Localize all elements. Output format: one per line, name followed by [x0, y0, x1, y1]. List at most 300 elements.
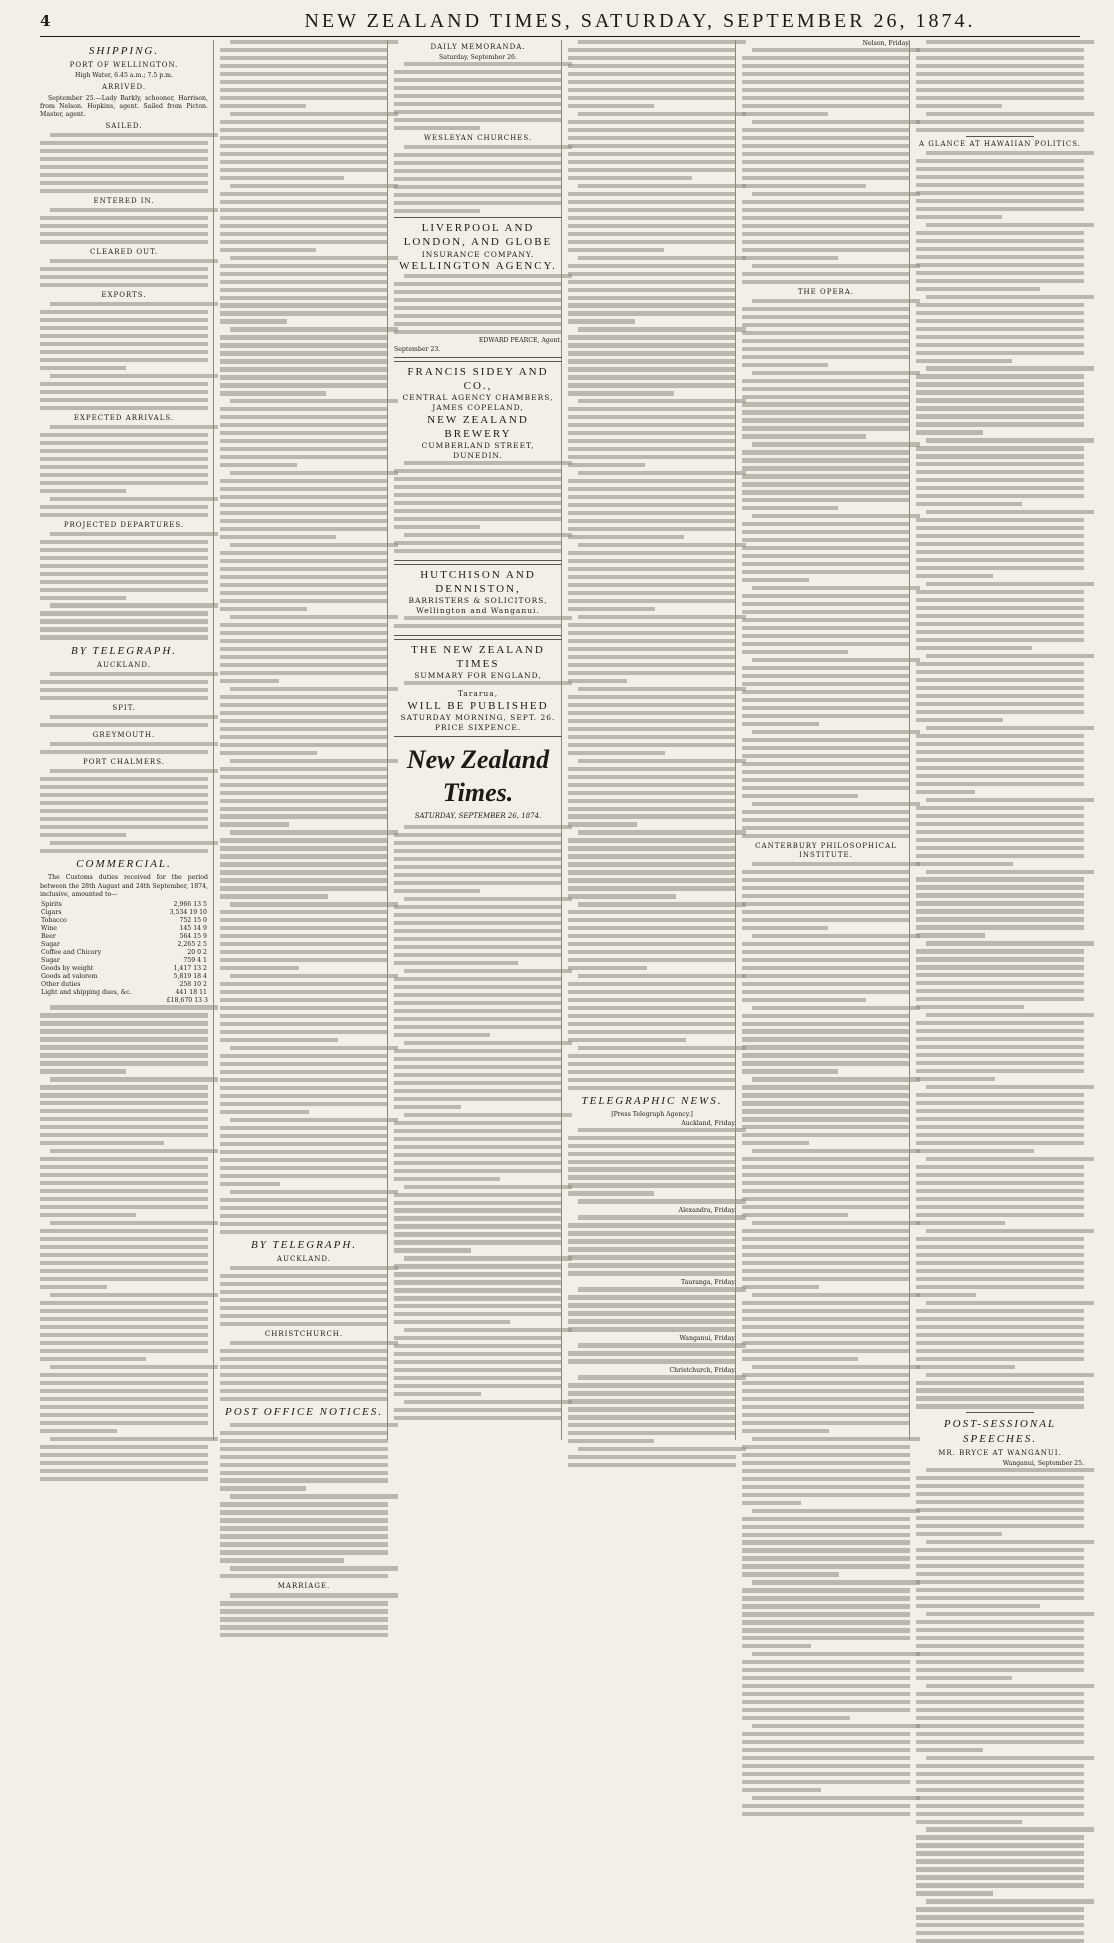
text-line	[916, 1716, 1084, 1720]
text-line	[926, 1899, 1094, 1903]
text-line	[742, 618, 910, 622]
text-line	[220, 479, 388, 483]
text-line	[220, 1478, 388, 1482]
text-line	[568, 623, 736, 627]
text-line	[916, 191, 1084, 195]
text-line	[742, 1189, 910, 1193]
text-line	[220, 878, 388, 882]
text-line	[394, 330, 562, 334]
text-block	[220, 40, 388, 1234]
customs-value: 1,417 13 2	[173, 965, 207, 973]
text-line	[916, 1253, 1084, 1257]
text-line	[568, 535, 684, 539]
text-line	[230, 399, 398, 403]
text-line	[40, 1333, 208, 1337]
column-1	[40, 40, 208, 1440]
text-line	[40, 310, 208, 314]
text-line	[742, 1596, 910, 1600]
text-line	[394, 102, 562, 106]
text-line	[568, 407, 736, 411]
customs-value: 564 15 9	[179, 932, 207, 940]
text-line	[742, 160, 910, 164]
text-line	[742, 96, 910, 100]
text-line	[916, 678, 1084, 682]
text-line	[916, 1388, 1084, 1392]
text-line	[742, 1029, 910, 1033]
text-line	[40, 635, 208, 639]
text-line	[568, 1086, 736, 1090]
text-line	[916, 96, 1084, 100]
text-line	[568, 288, 736, 292]
text-line	[926, 1157, 1094, 1161]
text-line	[916, 662, 1084, 666]
text-line	[916, 1101, 1084, 1105]
customs-row	[40, 933, 208, 941]
text-line	[394, 322, 562, 326]
text-line	[742, 1429, 829, 1433]
text-line	[40, 1037, 208, 1041]
text-line	[568, 727, 736, 731]
text-line	[916, 422, 1084, 426]
text-line	[394, 290, 562, 294]
text-line	[742, 104, 910, 108]
text-line	[568, 894, 676, 898]
text-line	[568, 519, 736, 523]
text-line	[916, 215, 1002, 219]
text-line	[916, 949, 1084, 953]
text-line	[752, 120, 920, 124]
text-line	[40, 1181, 208, 1185]
text-line	[220, 966, 299, 970]
ad-title: THE NEW ZEALAND TIMES	[411, 643, 545, 670]
text-line	[916, 989, 1084, 993]
text-line	[752, 1149, 920, 1153]
text-line	[916, 1564, 1084, 1568]
customs-value: 20 0 2	[187, 949, 207, 957]
text-line	[568, 463, 645, 467]
text-line	[742, 1261, 910, 1265]
text-line	[916, 486, 1084, 490]
text-line	[916, 48, 1084, 52]
text-line	[568, 1463, 736, 1467]
text-line	[742, 1477, 910, 1481]
text-line	[742, 910, 910, 914]
text-block	[568, 1287, 736, 1331]
text-line	[926, 112, 1094, 116]
text-line	[926, 1540, 1094, 1544]
text-line	[916, 1133, 1084, 1137]
text-line	[742, 200, 910, 204]
text-line	[916, 207, 1084, 211]
text-line	[742, 1125, 910, 1129]
text-line	[916, 1293, 976, 1297]
text-line	[916, 1381, 1084, 1385]
text-line	[916, 550, 1084, 554]
text-line	[404, 969, 572, 973]
text-line	[40, 1213, 136, 1217]
text-line	[40, 1197, 208, 1201]
text-line	[742, 886, 910, 890]
text-line	[568, 982, 736, 986]
text-line	[568, 703, 736, 707]
text-line	[742, 208, 910, 212]
text-line	[220, 1014, 388, 1018]
text-line	[568, 160, 736, 164]
text-line	[742, 1165, 910, 1169]
text-line	[926, 726, 1094, 730]
text-line	[220, 1094, 388, 1098]
text-line	[568, 1223, 736, 1227]
text-line	[220, 216, 388, 220]
text-line	[578, 615, 746, 619]
text-line	[220, 727, 388, 731]
text-block	[220, 1423, 388, 1579]
text-line	[568, 96, 736, 100]
text-line	[40, 1325, 208, 1329]
customs-intro: The Customs duties received for the period between the 28th August and 24th September, 1874, inclusive, amounted to—	[40, 874, 208, 898]
text-line	[742, 474, 910, 478]
text-line	[40, 1317, 208, 1321]
text-line	[40, 173, 208, 177]
text-line	[916, 1867, 1084, 1871]
text-line	[40, 580, 208, 584]
text-line	[742, 1413, 910, 1417]
text-line	[916, 239, 1084, 243]
text-line	[220, 1518, 388, 1522]
text-line	[50, 1221, 218, 1225]
running-title: NEW ZEALAND TIMES, SATURDAY, SEPTEMBER 26, 1874.	[304, 10, 976, 32]
text-line	[742, 1381, 910, 1385]
text-line	[742, 666, 910, 670]
text-line	[394, 541, 562, 545]
text-line	[916, 104, 1002, 108]
text-line	[568, 559, 736, 563]
text-line	[40, 1445, 208, 1449]
text-line	[742, 1764, 910, 1768]
text-line	[568, 1423, 736, 1427]
separator	[966, 136, 1033, 137]
text-line	[742, 490, 910, 494]
text-line	[40, 1205, 208, 1209]
text-line	[50, 841, 218, 845]
text-line	[40, 1069, 126, 1073]
text-line	[568, 607, 655, 611]
text-line	[40, 1285, 107, 1289]
text-line	[404, 616, 572, 620]
text-line	[916, 877, 1084, 881]
telegraphic-news-heading: TELEGRAPHIC NEWS.	[581, 1095, 723, 1108]
text-line	[742, 1357, 858, 1361]
text-line	[742, 1157, 910, 1161]
text-line	[916, 1636, 1084, 1640]
text-line	[220, 1038, 338, 1042]
text-line	[40, 1421, 208, 1425]
text-line	[220, 1022, 388, 1026]
dateline-wanganui: Wanganui, September 25.	[1002, 1460, 1084, 1468]
text-line	[394, 985, 562, 989]
text-line	[568, 1231, 736, 1235]
text-line	[394, 1049, 562, 1053]
greymouth-heading: GREYMOUTH.	[92, 731, 156, 739]
text-line	[578, 974, 746, 978]
customs-row	[40, 949, 208, 957]
text-line	[220, 1150, 388, 1154]
text-line	[916, 72, 1084, 76]
text-line	[394, 1025, 562, 1029]
text-block	[40, 302, 208, 410]
text-line	[916, 646, 1032, 650]
text-line	[220, 631, 388, 635]
text-line	[578, 543, 746, 547]
text-line	[394, 841, 562, 845]
text-line	[220, 1198, 388, 1202]
text-line	[578, 1287, 746, 1291]
text-line	[40, 1245, 208, 1249]
text-line	[742, 347, 910, 351]
text-line	[220, 1609, 388, 1613]
text-line	[220, 359, 388, 363]
text-line	[220, 1502, 388, 1506]
text-line	[394, 1001, 562, 1005]
text-line	[916, 1875, 1084, 1879]
text-line	[220, 240, 388, 244]
text-line	[220, 375, 388, 379]
text-line	[916, 1532, 1002, 1536]
text-line	[394, 929, 562, 933]
text-line	[404, 461, 572, 465]
text-line	[916, 120, 1084, 124]
text-line	[742, 410, 910, 414]
text-line	[568, 264, 736, 268]
text-line	[40, 548, 208, 552]
text-line	[916, 1005, 1024, 1009]
text-line	[916, 822, 1084, 826]
text-line	[916, 351, 1084, 355]
customs-row	[40, 941, 208, 949]
text-line	[40, 1261, 208, 1265]
text-line	[220, 280, 388, 284]
text-line	[50, 133, 218, 137]
text-line	[742, 902, 910, 906]
text-line	[568, 1191, 654, 1195]
text-line	[394, 70, 562, 74]
text-line	[742, 450, 910, 454]
text-line	[578, 1447, 746, 1451]
text-line	[916, 1341, 1084, 1345]
text-line	[40, 342, 208, 346]
text-line	[568, 950, 736, 954]
text-line	[230, 471, 398, 475]
text-line	[742, 434, 866, 438]
text-line	[220, 415, 388, 419]
text-line	[394, 118, 562, 122]
text-line	[926, 654, 1094, 658]
text-line	[220, 1397, 388, 1401]
ad-title: FRANCIS SIDEY AND CO.,	[407, 365, 549, 392]
text-line	[40, 189, 208, 193]
text-line	[742, 426, 910, 430]
text-line	[752, 730, 920, 734]
text-line	[220, 1030, 388, 1034]
text-line	[220, 791, 388, 795]
text-line	[220, 1054, 388, 1058]
text-line	[220, 1174, 388, 1178]
text-block	[40, 532, 208, 640]
text-line	[220, 1166, 388, 1170]
page-number: 4	[40, 12, 51, 30]
text-line	[568, 136, 736, 140]
text-line	[568, 1263, 736, 1267]
ad-place: Wellington and Wanganui.	[416, 605, 540, 615]
text-line	[742, 1333, 910, 1337]
text-line	[742, 387, 910, 391]
text-line	[50, 425, 218, 429]
text-line	[40, 1341, 208, 1345]
text-line	[742, 1093, 910, 1097]
text-line	[752, 1221, 920, 1225]
text-line	[742, 674, 910, 678]
ad-title: HUTCHISON AND DENNISTON,	[420, 568, 536, 595]
text-line	[742, 1014, 910, 1018]
text-line	[568, 503, 736, 507]
text-line	[40, 1469, 208, 1473]
text-line	[568, 367, 736, 371]
text-line	[40, 149, 208, 153]
text-line	[568, 591, 736, 595]
text-line	[568, 1415, 736, 1419]
text-line	[40, 267, 208, 271]
text-line	[40, 1253, 208, 1257]
text-line	[568, 846, 736, 850]
ad-subtitle: CENTRAL AGENCY CHAMBERS,	[402, 393, 554, 403]
text-line	[394, 1177, 500, 1181]
dateline-alexandra: Alexandra, Friday.	[678, 1207, 736, 1215]
text-line	[404, 145, 572, 149]
text-line	[230, 902, 398, 906]
text-line	[742, 1588, 910, 1592]
text-line	[742, 1812, 910, 1816]
text-line	[220, 838, 388, 842]
text-line	[926, 941, 1094, 945]
customs-label: Goods by weight	[41, 965, 94, 973]
text-line	[568, 168, 736, 172]
text-line	[742, 1556, 910, 1560]
expected-arrivals-heading: EXPECTED ARRIVALS.	[73, 413, 175, 422]
auckland-heading: AUCKLAND.	[97, 660, 151, 669]
text-line	[394, 1169, 562, 1173]
text-line	[40, 540, 208, 544]
text-line	[394, 94, 562, 98]
text-line	[40, 350, 208, 354]
text-line	[40, 181, 208, 185]
text-line	[40, 398, 208, 402]
text-line	[394, 201, 562, 205]
text-line	[394, 1201, 562, 1205]
text-block	[916, 151, 1084, 1409]
text-line	[916, 758, 1084, 762]
text-line	[568, 240, 736, 244]
text-line	[220, 455, 388, 459]
text-line	[916, 1141, 1084, 1145]
text-line	[220, 423, 388, 427]
text-line	[394, 177, 562, 181]
dateline: SATURDAY, SEPTEMBER 26, 1874.	[414, 812, 542, 821]
text-line	[230, 543, 398, 547]
text-line	[916, 1317, 1084, 1321]
text-line	[568, 599, 736, 603]
text-line	[742, 546, 910, 550]
text-line	[742, 1213, 848, 1217]
text-line	[568, 415, 736, 419]
text-line	[568, 575, 736, 579]
text-line	[742, 64, 910, 68]
text-line	[568, 216, 736, 220]
text-line	[568, 926, 736, 930]
text-line	[578, 830, 746, 834]
text-line	[230, 1046, 398, 1050]
text-line	[220, 1158, 388, 1162]
text-line	[742, 966, 910, 970]
text-line	[40, 1085, 208, 1089]
text-line	[568, 479, 736, 483]
text-line	[752, 1006, 920, 1010]
post-office-heading: POST OFFICE NOTICES.	[224, 1406, 384, 1419]
text-line	[742, 56, 910, 60]
text-line	[394, 314, 562, 318]
text-line	[742, 1317, 910, 1321]
text-line	[220, 503, 388, 507]
text-line	[742, 650, 848, 654]
text-line	[916, 1556, 1084, 1560]
text-block	[394, 274, 562, 334]
text-line	[50, 497, 218, 501]
text-line	[220, 567, 388, 571]
text-line	[742, 610, 910, 614]
text-line	[916, 414, 1084, 418]
text-block	[40, 672, 208, 700]
text-line	[40, 1477, 208, 1481]
text-line	[916, 1500, 1084, 1504]
text-line	[568, 1038, 686, 1042]
text-line	[220, 551, 388, 555]
text-line	[394, 1240, 562, 1244]
text-line	[742, 323, 910, 327]
text-line	[742, 626, 910, 630]
text-line	[742, 834, 910, 838]
text-line	[742, 1445, 910, 1449]
text-line	[742, 272, 910, 276]
text-line	[394, 1376, 562, 1380]
text-line	[394, 1097, 562, 1101]
text-line	[220, 192, 388, 196]
text-line	[916, 862, 1013, 866]
text-line	[40, 141, 208, 145]
text-line	[568, 152, 736, 156]
text-line	[220, 775, 388, 779]
text-line	[220, 1222, 388, 1226]
text-line	[220, 575, 388, 579]
text-line	[220, 1314, 388, 1318]
christchurch-heading: CHRISTCHURCH.	[264, 1330, 344, 1339]
text-line	[568, 886, 736, 890]
text-line	[568, 838, 736, 842]
text-line	[926, 366, 1094, 370]
text-line	[752, 442, 920, 446]
text-line	[568, 208, 736, 212]
text-line	[394, 209, 480, 213]
text-line	[568, 1391, 736, 1395]
text-line	[50, 208, 218, 212]
